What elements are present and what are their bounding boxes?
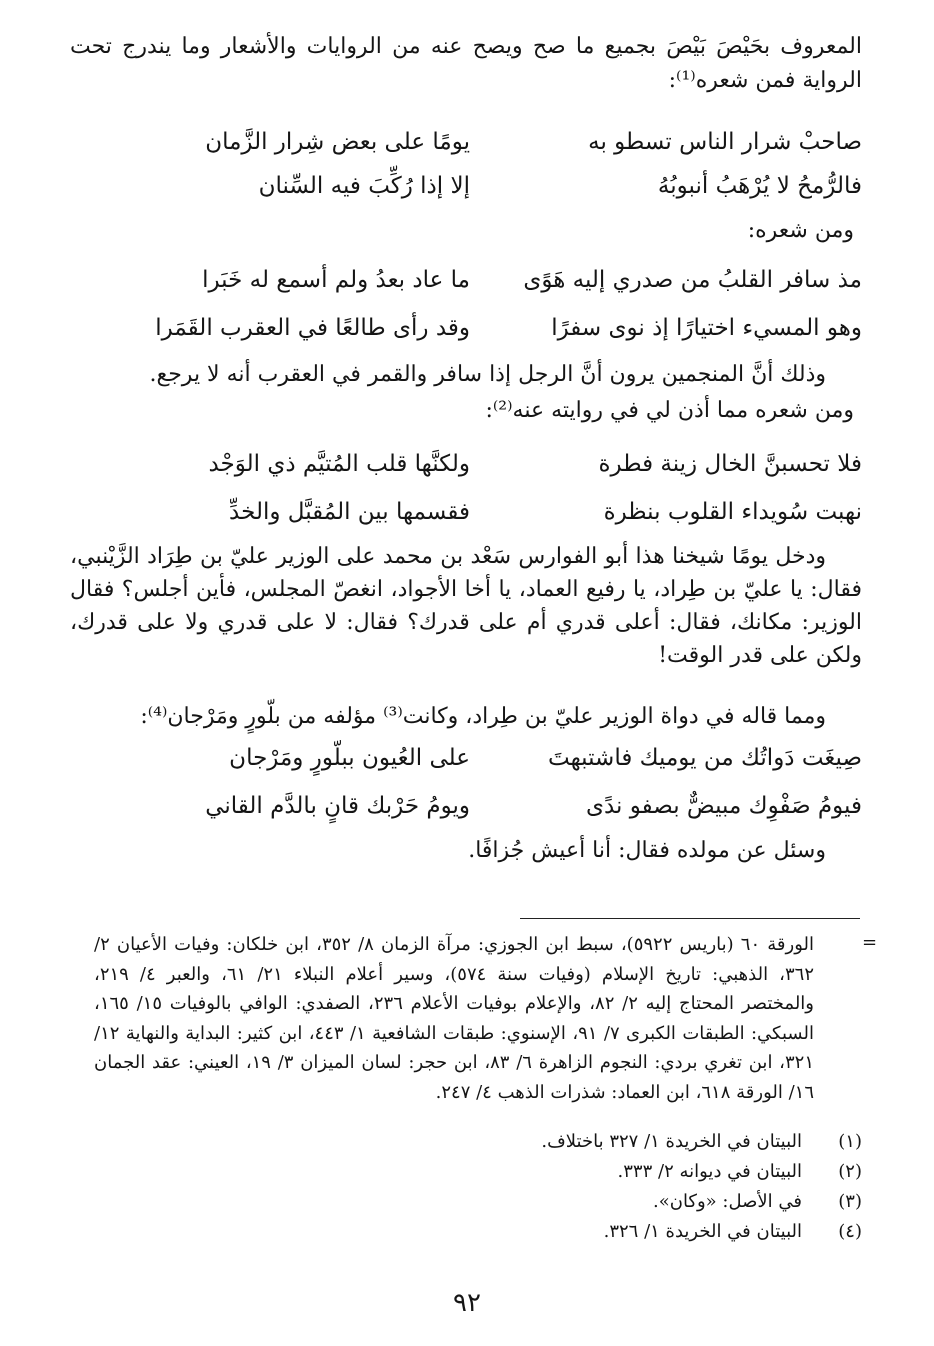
footnote [70,1188,862,1216]
poem-intro: ومن شعره مما أذن لي في روايته عنه⁽²⁾: [485,398,854,423]
verse-second-hemistich: إلا إذا رُكِّبَ فيه السِّنان [258,173,470,199]
footnote [70,1218,862,1246]
birth-paragraph: وسئل عن مولده فقال: أنا أعيش جُزافًا. [468,838,826,863]
verse-line [70,120,862,164]
verse-first-hemistich: نهبت سُويداء القلوب بنظرة [603,499,862,525]
verse-second-hemistich: وقد رأى طالعًا في العقرب القَمَرا [155,315,470,341]
poem-intro: ومن شعره: [747,218,854,243]
footnote [70,1158,862,1186]
verse-first-hemistich: مذ سافر القلبُ من صدري إليه هَوًى [523,267,862,293]
verse-second-hemistich: يومًا على بعض شِرار الزَّمان [205,129,470,155]
footnote-number: (٢) [838,1161,862,1182]
footnote-number: (٣) [838,1191,862,1212]
footnote-text: البيتان في الخريدة ١/ ٣٢٦. [603,1221,802,1242]
verse-second-hemistich: ولكنَّها قلب المُتيَّم ذي الوَجْد [208,451,470,477]
verse-first-hemistich: فالرُّمحُ لا يُرْهَبُ أنبوبُهُ [657,173,862,199]
footnote-number: (٤) [838,1221,862,1242]
verse-line [70,442,862,486]
verse-second-hemistich: ما عاد بعدُ ولم أسمع له خَبَرا [202,267,470,293]
verse-line [70,306,862,350]
page-number: ٩٢ [453,1288,481,1318]
verse-line [70,736,862,780]
explanation-paragraph: وذلك أنَّ المنجمين يرون أنَّ الرجل إذا سافر والقمر في العقرب أنه لا يرجع. [149,362,826,387]
footnote-text: البيتان في الخريدة ١/ ٣٢٧ باختلاف. [541,1131,802,1152]
footnote-number: (١) [838,1131,862,1152]
footnote-separator [520,918,860,919]
verse-line [70,784,862,828]
verse-first-hemistich: صِيغَت دَواتُك من يوميك فاشتبهتَ [547,745,862,771]
verse-first-hemistich: فلا تحسبنَّ الخال زينة فطرة [598,451,862,477]
footnote-continuation-mark: = [862,932,878,953]
footnote-text: في الأصل: «وكان». [652,1191,802,1212]
footnote-continuation: الورقة ٦٠ (باريس ٥٩٢٢)، سبط ابن الجوزي: مرآة الزمان ٨/ ٣٥٢، ابن خلكان: وفيات الأعيان ٢/ ٣٦٢، الذهبي: تاريخ الإسلام (وفيات سنة ٥٧٤)، وسير أعلام النبلاء ٢١/ ٦١، والعبر ٤/ ٢١٩، والمختصر المحتاج إليه ٢/ ٨٢، والإعلام بوفيات الأعلام ٢٣٦، الصفدي: الوافي بالوفيات ١٥/ ١٦٥، السبكي: الطبقات الكبرى ٧/ ٩١، الإسنوي: طبقات الشافعية ١/ ٤٤٣، ابن كثير: البداية والنهاية ١٢/ ٣٢١، ابن تغري بردي: النجوم الزاهرة ٦/ ٨٣، ابن حجر: لسان الميزان ٣/ ١٩، العيني: عقد الجمان ١٦/ الورقة ٦١٨، ابن العماد: شذرات الذهب ٤/ ٢٤٧. [94,934,815,1103]
inkwell-intro-paragraph: ومما قاله في دواة الوزير عليّ بن طِراد، وكانت⁽³⁾ مؤلفه من بلّورٍ ومَرْجان⁽⁴⁾: [140,704,826,729]
verse-first-hemistich: وهو المسيء اختيارًا إذ نوى سفرًا [551,315,862,341]
verse-second-hemistich: ويومُ حَرْبك قانٍ بالدَّم القاني [205,793,470,819]
verse-line [70,258,862,302]
verse-first-hemistich: فيومُ صَفْوِك مبيضٌّ بصفو ندًى [585,793,862,819]
intro-paragraph: المعروف بحَيْصَ بَيْصَ بجميع ما صح ويصح عنه من الروايات والأشعار وما يندرج تحت الرواية فمن شعره⁽¹⁾: [70,34,862,93]
verse-line [70,164,862,208]
verse-first-hemistich: صاحبْ شرار الناس تسطو به [588,129,862,155]
verse-second-hemistich: فقسمها بين المُقبَّل والخدِّ [229,499,470,525]
verse-line [70,490,862,534]
anecdote-paragraph: ودخل يومًا شيخنا هذا أبو الفوارس سَعْد بن محمد على الوزير عليّ بن طِرَاد الزَّيْنبي، فقال: يا عليّ بن طِراد، يا رفيع العماد، يا أخا الأجواد، انغصّ المجلس، فأين أجلس؟ فقال الوزير: مكانك، فقال: أعلى قدري أم على قدرك؟ فقال: لا على قدري ولا على قدرك، ولكن على قدر الوقت! [70,544,862,668]
footnote [70,1128,862,1156]
verse-second-hemistich: على العُيون ببلّورٍ ومَرْجان [229,745,470,771]
footnote-text: البيتان في ديوانه ٢/ ٣٣٣. [617,1161,802,1182]
